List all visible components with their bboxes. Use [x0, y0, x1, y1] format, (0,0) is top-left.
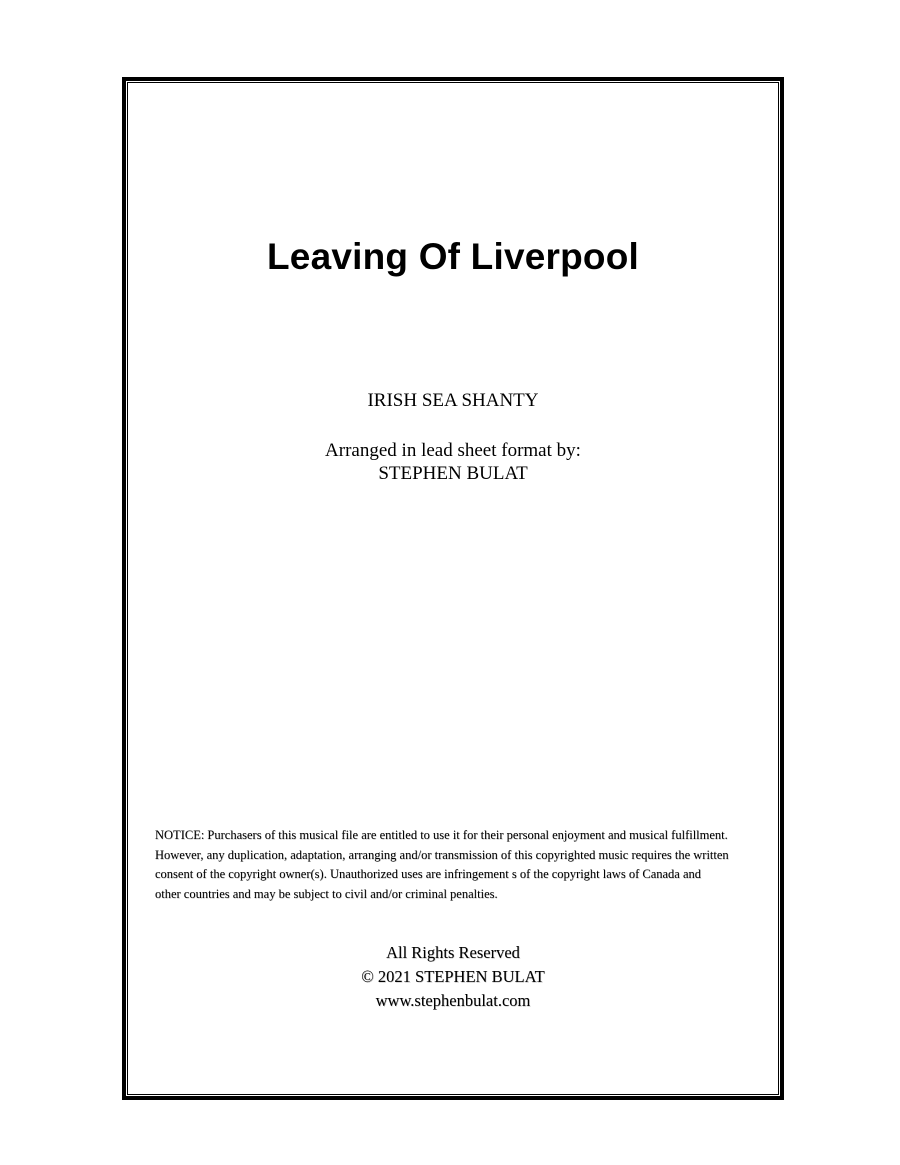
rights-reserved: All Rights Reserved	[386, 943, 520, 962]
arranger-name: STEPHEN BULAT	[378, 463, 528, 484]
page-title: Leaving Of Liverpool	[267, 236, 639, 277]
subtitle: IRISH SEA SHANTY	[367, 390, 539, 411]
notice-line: NOTICE: Purchasers of this musical file are entitled to use it for their personal enjoyment and musical fulfillment.	[155, 828, 728, 842]
arranger-credit	[122, 439, 784, 485]
footer	[122, 941, 784, 1013]
notice-line: However, any duplication, adaptation, arranging and/or transmission of this copyrighted music requires the written	[155, 847, 729, 862]
notice-line: other countries and may be subject to civil and/or criminal penalties.	[155, 886, 498, 901]
website-link[interactable]: www.stephenbulat.com	[375, 991, 531, 1010]
notice-line: consent of the copyright owner(s). Unauthorized uses are infringement s of the copyright laws of Canada and	[155, 867, 702, 881]
copyright-line: © 2021 STEPHEN BULAT	[361, 967, 545, 986]
arranger-credit-label: Arranged in lead sheet format by:	[325, 440, 581, 461]
copyright-notice	[155, 826, 775, 904]
